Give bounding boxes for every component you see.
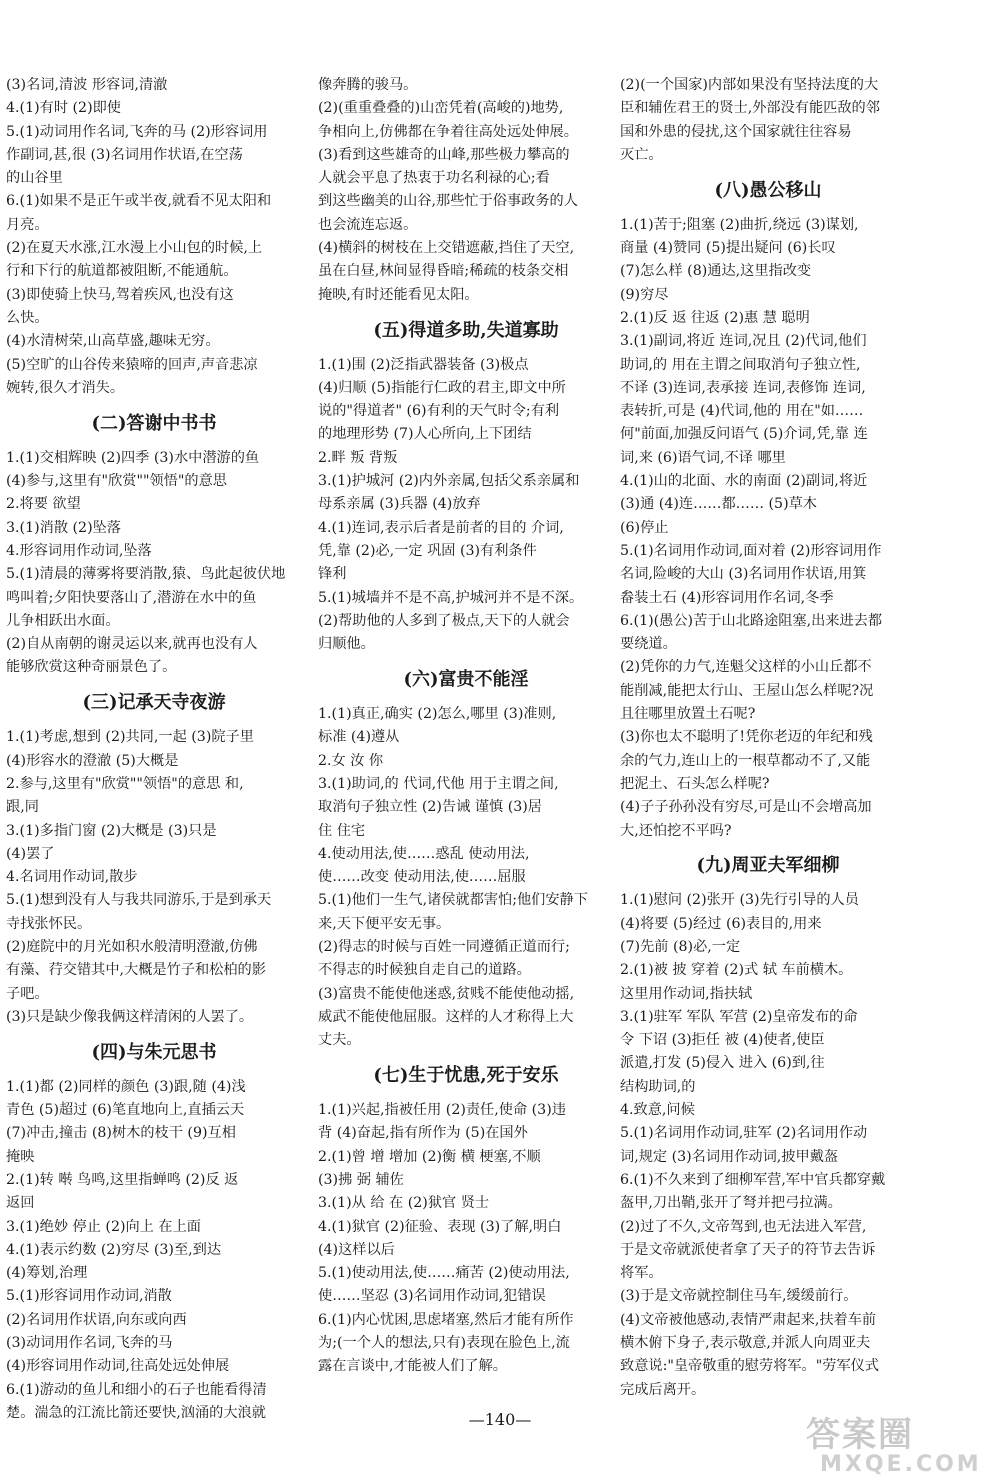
- text-line: 威武不能使他屈服。这样的人才称得上大: [318, 1008, 574, 1025]
- text-line: 4.使动用法,使……惑乱 使动用法,: [318, 845, 530, 862]
- text-line: 虽在白昼,林间显得昏暗;稀疏的枝条交相: [318, 263, 569, 280]
- text-line: 横木俯下身子,表示敬意,并派人向周亚夫: [620, 1335, 871, 1352]
- text-line: (2)庭院中的月光如积水般清明澄澈,仿佛: [6, 938, 258, 955]
- text-line: 住 住宅: [318, 822, 366, 839]
- text-line: 4.致意,问候: [620, 1102, 695, 1119]
- text-line: 不得志的时候独自走自己的道路。: [318, 962, 531, 979]
- section-heading: (四)与朱元思书: [91, 1041, 217, 1063]
- text-line: 说的"得道者" (6)有利的天气时令;有利: [318, 403, 560, 420]
- text-line: 2.(1)被 披 穿着 (2)式 轼 车前横木。: [620, 962, 853, 979]
- text-line: 6.(1)游动的鱼儿和细小的石子也能看得清: [6, 1381, 267, 1398]
- text-line: 表转折,可是 (4)代词,他的 用在"如……: [620, 403, 864, 420]
- text-line: 1.(1)围 (2)泛指武器装备 (3)极点: [318, 356, 529, 373]
- text-line: 母系亲属 (3)兵器 (4)放弃: [318, 496, 481, 513]
- text-line: 1.(1)都 (2)同样的颜色 (3)跟,随 (4)浅: [6, 1078, 246, 1095]
- text-line: 把泥土、石头怎么样呢?: [620, 775, 770, 792]
- text-line: 2.(1)转 啭 鸟鸣,这里指蝉鸣 (2)反 返: [6, 1171, 239, 1188]
- text-line: 掩映,有时还能看见太阳。: [318, 286, 479, 303]
- text-line: 派遣,打发 (5)侵入 进入 (6)到,往: [620, 1055, 825, 1072]
- text-line: (2)过了不久,文帝驾到,也无法进入军营,: [620, 1218, 867, 1235]
- text-line: 商量 (4)赞同 (5)提出疑问 (6)长叹: [620, 240, 836, 257]
- text-line: 背 (4)奋起,指有所作为 (5)在国外: [318, 1125, 528, 1142]
- text-line: 臣和辅佐君王的贤士,外部没有能匹敌的邻: [620, 100, 880, 117]
- text-line: 4.形容词用作动词,坠落: [6, 542, 152, 559]
- text-line: 4.(1)表示约数 (2)穷尽 (3)至,到达: [6, 1241, 222, 1258]
- text-line: (9)穷尽: [620, 286, 669, 303]
- text-line: (3)通 (4)连……都…… (5)草木: [620, 496, 817, 513]
- text-line: (2)名词用作状语,向东或向西: [6, 1311, 187, 1328]
- text-line: 2.畔 叛 背叛: [318, 449, 398, 466]
- text-line: 3.(1)助词,的 代词,代他 用于主谓之间,: [318, 775, 559, 792]
- text-line: 么快。: [6, 309, 49, 326]
- text-line: (4)罢了: [6, 845, 55, 862]
- text-line: 5.(1)形容词用作动词,消散: [6, 1288, 172, 1305]
- text-line: 余的气力,连山上的一根草都动不了,又能: [620, 752, 871, 769]
- watermark-text: 答案圈: [806, 1415, 914, 1455]
- text-line: (3)名词,清波 形容词,清澈: [6, 77, 168, 93]
- text-line: 6.(1)不久来到了细柳军营,军中官兵都穿戴: [620, 1171, 886, 1188]
- text-line: (4)将要 (5)经过 (6)表目的,用来: [620, 915, 822, 932]
- text-line: 结构助词,的: [620, 1078, 696, 1095]
- text-line: (7)冲击,撞击 (8)树木的枝干 (9)互相: [6, 1125, 236, 1142]
- text-line: 且往哪里放置土石呢?: [620, 706, 756, 723]
- text-line: 2.女 汝 你: [318, 752, 384, 769]
- text-line: 名词,险峻的大山 (3)名词用作状语,用箕: [620, 566, 867, 583]
- text-line: 词,规定 (3)名词用作动词,披甲戴盔: [620, 1148, 839, 1165]
- text-line: 4.(1)狱官 (2)征验、表现 (3)了解,明白: [318, 1218, 562, 1235]
- text-line: 使……改变 使动用法,使……屈服: [318, 869, 526, 886]
- text-line: (3)你也太不聪明了!凭你老迈的年纪和残: [620, 729, 873, 746]
- text-line: 3.(1)从 给 在 (2)狱官 贤士: [318, 1195, 490, 1212]
- text-line: 儿争相跃出水面。: [6, 612, 120, 629]
- text-line: 返回: [6, 1195, 35, 1212]
- text-line: (3)拂 弼 辅佐: [318, 1171, 404, 1188]
- text-line: 能削减,能把太行山、王屋山怎么样呢?况: [620, 682, 874, 699]
- text-line: 行和下行的航道都被阻断,不能通航。: [6, 263, 238, 280]
- text-line: 5.(1)使动用法,使……痛苦 (2)使动用法,: [318, 1265, 570, 1282]
- text-line: 大,还怕挖不平吗?: [620, 822, 732, 839]
- text-line: 3.(1)护城河 (2)内外亲属,包括父系亲属和: [318, 473, 580, 490]
- text-line: 掩映: [6, 1148, 35, 1165]
- text-line: (3)于是文帝就控制住马车,缓缓前行。: [620, 1288, 858, 1305]
- section-heading: (二)答谢中书书: [91, 412, 217, 434]
- text-line: 1.(1)兴起,指被任用 (2)责任,使命 (3)违: [318, 1102, 566, 1119]
- text-line: 楚。湍急的江流比箭还要快,汹涌的大浪就: [6, 1404, 266, 1421]
- text-line: 锋利: [318, 566, 347, 583]
- text-line: 取消句子独立性 (2)告诫 谨慎 (3)居: [318, 799, 542, 816]
- text-line: 何"前面,加强反问语气 (5)介词,凭,靠 连: [620, 426, 868, 443]
- text-line: 致意说:"皇帝敬重的慰劳将军。"劳军仪式: [620, 1358, 880, 1375]
- section-heading: (五)得道多助,失道寡助: [373, 319, 559, 341]
- text-line: (7)怎么样 (8)通达,这里指改变: [620, 263, 812, 280]
- text-line: (4)这样以后: [318, 1241, 395, 1258]
- text-line: 5.(1)名词用作动词,面对着 (2)形容词用作: [620, 542, 882, 559]
- text-line: 到这些幽美的山谷,那些忙于俗事政务的人: [318, 193, 578, 210]
- text-line: 5.(1)清晨的薄雾将要消散,猿、鸟此起彼伏地: [6, 566, 286, 583]
- text-line: 助词,的 用在主谓之间取消句子独立性,: [620, 356, 861, 373]
- text-line: 归顺他。: [318, 636, 375, 653]
- text-line: 寺找张怀民。: [6, 915, 92, 932]
- text-line: 月亮。: [6, 216, 49, 233]
- text-line: (3)即使骑上快马,驾着疾风,也没有这: [6, 286, 234, 303]
- text-line: 5.(1)他们一生气,诸侯就都害怕;他们安静下: [318, 892, 588, 909]
- text-line: (2)(重重叠叠的)山峦凭着(高峻的)地势,: [318, 100, 564, 117]
- text-line: 为;(一个人的想法,只有)表现在脸色上,流: [318, 1335, 570, 1352]
- text-line: 不译 (3)连词,表承接 连词,表修饰 连词,: [620, 379, 866, 396]
- text-line: (2)凭你的力气,连魁父这样的小山丘都不: [620, 659, 872, 676]
- text-line: (4)参与,这里有"欣赏""领悟"的意思: [6, 473, 227, 490]
- text-line: (4)横斜的树枝在上交错遮蔽,挡住了天空,: [318, 240, 575, 257]
- text-line: (4)水清树荣,山高草盛,趣味无穷。: [6, 333, 220, 350]
- text-line: (4)筹划,治理: [6, 1265, 88, 1282]
- text-line: 1.(1)苦于;阻塞 (2)曲折,绕远 (3)谋划,: [620, 216, 859, 233]
- watermark-logo: [800, 1405, 990, 1477]
- text-line: 4.(1)有时 (2)即使: [6, 100, 121, 117]
- text-line: 6.(1)(愚公)苦于山北路途阻塞,出来进去都: [620, 612, 883, 629]
- text-line: 5.(1)动词用作名词,飞奔的马 (2)形容词用: [6, 123, 268, 140]
- text-line: (3)只是缺少像我俩这样清闲的人罢了。: [6, 1008, 254, 1025]
- text-line: 5.(1)名词用作动词,驻军 (2)名词用作动: [620, 1125, 868, 1142]
- text-line: (2)自从南朝的谢灵运以来,就再也没有人: [6, 636, 258, 653]
- section-heading: (九)周亚夫军细柳: [696, 855, 840, 877]
- text-line: (5)空旷的山谷传来猿啼的回声,声音悲凉: [6, 356, 258, 373]
- text-line: 5.(1)城墙并不是不高,护城河并不是不深。: [318, 589, 584, 606]
- text-line: 2.将要 欲望: [6, 496, 81, 513]
- text-line: (3)富贵不能使他迷惑,贫贱不能使他动摇,: [318, 985, 575, 1002]
- text-line: 3.(1)绝妙 停止 (2)向上 在上面: [6, 1218, 201, 1235]
- text-line: 灭亡。: [620, 146, 663, 163]
- text-line: 词,来 (6)语气词,不译 哪里: [620, 449, 786, 466]
- text-line: 跟,同: [6, 799, 39, 816]
- text-line: 凭,靠 (2)必,一定 巩固 (3)有利条件: [318, 542, 537, 559]
- text-line: 露在言谈中,才能被人们了解。: [318, 1358, 507, 1375]
- text-line: 4.名词用作动词,散步: [6, 869, 138, 886]
- text-line: (3)动词用作名词,飞奔的马: [6, 1335, 173, 1352]
- text-line: 令 下诏 (3)拒任 被 (4)使者,使臣: [620, 1032, 825, 1049]
- section-heading: (七)生于忧患,死于安乐: [373, 1065, 559, 1087]
- text-line: 的山谷里: [6, 170, 63, 187]
- text-line: 1.(1)慰问 (2)张开 (3)先行引导的人员: [620, 892, 859, 909]
- page-number: —140—: [468, 1410, 532, 1429]
- right-column: [620, 74, 916, 1402]
- text-line: 青色 (5)超过 (6)笔直地向上,直插云天: [6, 1102, 245, 1119]
- text-line: 2.参与,这里有"欣赏""领悟"的意思 和,: [6, 775, 244, 792]
- text-line: (3)看到这些雄奇的山峰,那些极力攀高的: [318, 146, 570, 163]
- text-line: 盔甲,刀出鞘,张开了弩并把弓拉满。: [620, 1195, 842, 1212]
- text-line: 1.(1)真正,确实 (2)怎么,哪里 (3)准则,: [318, 706, 557, 723]
- text-line: 3.(1)驻军 军队 军营 (2)皇帝发布的命: [620, 1008, 858, 1025]
- text-line: 3.(1)多指门窗 (2)大概是 (3)只是: [6, 822, 217, 839]
- text-line: 人就会平息了热衷于功名利禄的心;看: [318, 170, 550, 187]
- text-line: 完成后离开。: [620, 1381, 706, 1398]
- text-line: 作副词,甚,很 (3)名词用作状语,在空荡: [6, 146, 243, 163]
- text-line: 丈夫。: [318, 1032, 361, 1049]
- text-line: 子吧。: [6, 985, 49, 1002]
- text-line: 5.(1)想到没有人与我共同游乐,于是到承天: [6, 892, 272, 909]
- text-line: (4)文帝被他感动,表情严肃起来,扶着车前: [620, 1311, 877, 1328]
- text-line: (4)子子孙孙没有穷尽,可是山不会增高加: [620, 799, 872, 816]
- text-line: 争相向上,仿佛都在争着往高处远处伸展。: [318, 123, 578, 140]
- text-line: 标准 (4)遵从: [318, 729, 400, 746]
- text-line: 2.(1)曾 增 增加 (2)衡 横 梗塞,不顺: [318, 1148, 541, 1165]
- text-line: 4.(1)山的北面、水的南面 (2)副词,将近: [620, 473, 868, 490]
- section-heading: (六)富贵不能淫: [403, 669, 529, 691]
- text-line: (2)得志的时候与百姓一同遵循正道而行;: [318, 938, 570, 955]
- text-line: (4)形容词用作动词,往高处远处伸展: [6, 1358, 230, 1375]
- text-line: (2)(一个国家)内部如果没有坚持法度的大: [620, 77, 879, 93]
- text-line: 6.(1)如果不是正午或半夜,就看不见太阳和: [6, 193, 272, 210]
- text-line: 要绕道。: [620, 636, 677, 653]
- watermark-url: MXQE.COM: [820, 1452, 982, 1477]
- left-column: [6, 74, 302, 1425]
- text-line: 也会流连忘返。: [318, 216, 418, 233]
- text-line: (7)先前 (8)必,一定: [620, 938, 741, 955]
- text-line: 2.(1)反 返 往返 (2)惠 慧 聪明: [620, 309, 810, 326]
- text-line: 能够欣赏这种奇丽景色了。: [6, 659, 177, 676]
- text-line: (2)在夏天水涨,江水漫上小山包的时候,上: [6, 240, 263, 257]
- text-line: 国和外患的侵扰,这个国家就往往容易: [620, 123, 852, 140]
- middle-column: [318, 74, 614, 1379]
- text-line: 这里用作动词,指扶轼: [620, 985, 753, 1002]
- text-line: 鸣叫着;夕阳快要落山了,潜游在水中的鱼: [6, 589, 257, 606]
- text-line: 4.(1)连词,表示后者是前者的目的 介词,: [318, 519, 564, 536]
- text-line: 畚装土石 (4)形容词用作名词,冬季: [620, 589, 834, 606]
- text-line: (2)帮助他的人多到了极点,天下的人就会: [318, 612, 570, 629]
- text-line: 的地理形势 (7)人心所向,上下团结: [318, 426, 532, 443]
- text-line: 6.(1)内心忧困,思虑堵塞,然后才能有所作: [318, 1311, 574, 1328]
- text-line: 3.(1)消散 (2)坠落: [6, 519, 121, 536]
- text-line: 婉转,很久才消失。: [6, 379, 125, 396]
- text-line: 将军。: [620, 1265, 663, 1282]
- text-line: (4)形容水的澄澈 (5)大概是: [6, 752, 179, 769]
- text-line: 1.(1)交相辉映 (2)四季 (3)水中潜游的鱼: [6, 449, 260, 466]
- text-line: (4)归顺 (5)指能行仁政的君主,即文中所: [318, 379, 566, 396]
- text-line: 像奔腾的骏马。: [318, 77, 418, 93]
- text-line: 使……坚忍 (3)名词用作动词,犯错误: [318, 1288, 546, 1305]
- text-line: (6)停止: [620, 519, 669, 536]
- section-heading: (八)愚公移山: [714, 179, 822, 201]
- text-line: 3.(1)副词,将近 连词,况且 (2)代词,他们: [620, 333, 867, 350]
- text-line: 于是文帝就派使者拿了天子的符节去告诉: [620, 1241, 876, 1258]
- text-line: 有藻、荇交错其中,大概是竹子和松柏的影: [6, 962, 266, 979]
- section-heading: (三)记承天寺夜游: [82, 692, 226, 714]
- text-line: 1.(1)考虑,想到 (2)共同,一起 (3)院子里: [6, 729, 254, 746]
- text-line: 来,天下便平安无事。: [318, 915, 451, 932]
